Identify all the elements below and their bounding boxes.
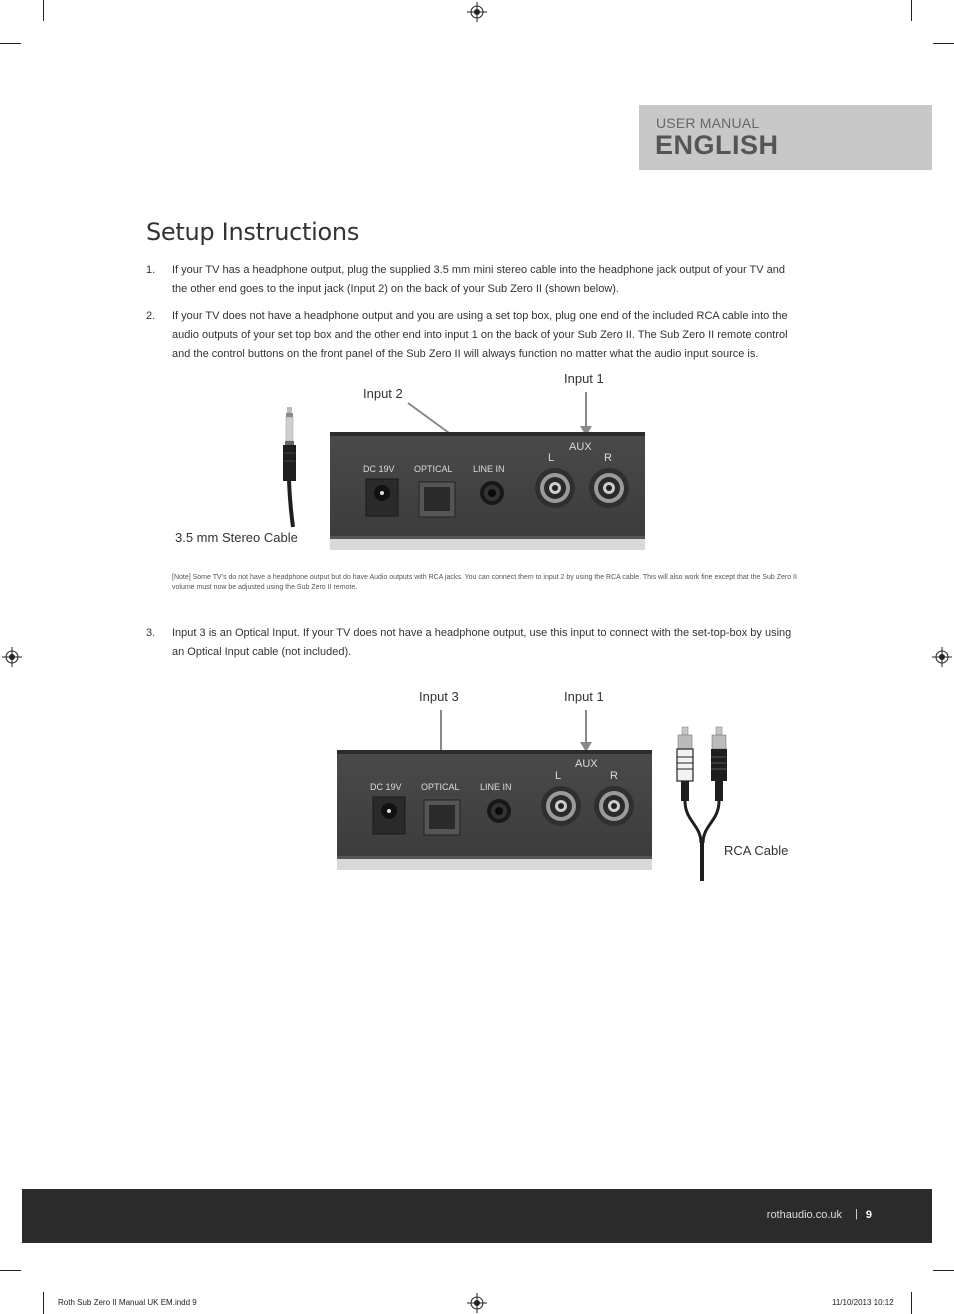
step-text: If your TV does not have a headphone output and you are using a set top box, plug one end of the included RCA cable into the audio outputs of your set top box and the other end into input 1 on the back of your Sub Zero II. The Sub Zero II remote control and the control buttons on the front panel of the Sub Zero II will always function no matter what the audio input source is. xyxy=(172,310,788,360)
step-number: 3. xyxy=(146,627,156,639)
aux-label: AUX xyxy=(569,441,592,453)
crop-mark xyxy=(43,1292,44,1314)
language-header xyxy=(639,105,932,170)
callout-input-1: Input 1 xyxy=(564,689,604,704)
registration-mark-icon xyxy=(2,647,22,667)
page-title: Setup Instructions xyxy=(146,218,360,246)
optical-label: OPTICAL xyxy=(414,464,453,474)
stereo-cable-label: 3.5 mm Stereo Cable xyxy=(175,530,298,545)
right-label: R xyxy=(604,452,612,464)
step-text: Input 3 is an Optical Input. If your TV does not have a headphone output, use this input to connect with the set-top-box by using an Optical Input cable (not included). xyxy=(172,627,792,658)
user-manual-label: USER MANUAL xyxy=(656,115,760,131)
crop-mark xyxy=(0,1270,21,1271)
crop-mark xyxy=(0,43,21,44)
crop-mark xyxy=(933,43,954,44)
registration-mark-icon xyxy=(467,2,487,22)
callout-input-1: Input 1 xyxy=(564,371,604,386)
optical-label: OPTICAL xyxy=(421,782,460,792)
page-footer xyxy=(22,1189,932,1243)
footer-separator: | xyxy=(855,1208,858,1220)
registration-mark-icon xyxy=(467,1293,487,1313)
footer-url: rothaudio.co.uk xyxy=(766,1209,842,1221)
callout-input-2: Input 2 xyxy=(363,386,403,401)
line-in-label: LINE IN xyxy=(480,782,512,792)
rca-cable-label: RCA Cable xyxy=(724,843,789,858)
crop-mark xyxy=(911,1292,912,1314)
slug-date: 11/10/2013 10:12 xyxy=(832,1298,894,1307)
callout-arrow-input-1 xyxy=(578,390,594,438)
left-label: L xyxy=(555,770,562,782)
crop-mark xyxy=(911,0,912,21)
dc-label: DC 19V xyxy=(363,464,395,474)
page-number: 9 xyxy=(865,1209,872,1221)
note-text: [Note] Some TV’s do not have a headphone output but do have Audio outputs with RCA jacks. You can connect them to input 2 by using the RCA cable. This will also work fine except that the Sub Zero II volume must now be adjusted using the Sub Zero II remote. xyxy=(172,574,797,591)
aux-label: AUX xyxy=(575,758,598,770)
step-text: If your TV has a headphone output, plug the supplied 3.5 mm mini stereo cable into the headphone jack output of your TV and the other end goes to the input jack (Input 2) on the back of your Sub Zero II (shown below). xyxy=(172,264,785,295)
registration-mark-icon xyxy=(932,647,952,667)
step-number: 2. xyxy=(146,310,156,322)
slug-filename: Roth Sub Zero II Manual UK EM.indd 9 xyxy=(58,1298,197,1307)
crop-mark xyxy=(933,1270,954,1271)
callout-input-3: Input 3 xyxy=(419,689,459,704)
language-label: ENGLISH xyxy=(655,130,779,160)
left-label: L xyxy=(548,452,555,464)
rear-panel-2 xyxy=(337,750,652,872)
dc-label: DC 19V xyxy=(370,782,402,792)
crop-mark xyxy=(43,0,44,21)
line-in-label: LINE IN xyxy=(473,464,505,474)
step-number: 1. xyxy=(146,264,156,276)
callout-arrow-input-1 xyxy=(578,708,594,754)
stereo-cable-image xyxy=(272,405,312,530)
rear-panel-1 xyxy=(330,432,645,552)
rca-cable-image xyxy=(668,725,738,883)
right-label: R xyxy=(610,770,618,782)
